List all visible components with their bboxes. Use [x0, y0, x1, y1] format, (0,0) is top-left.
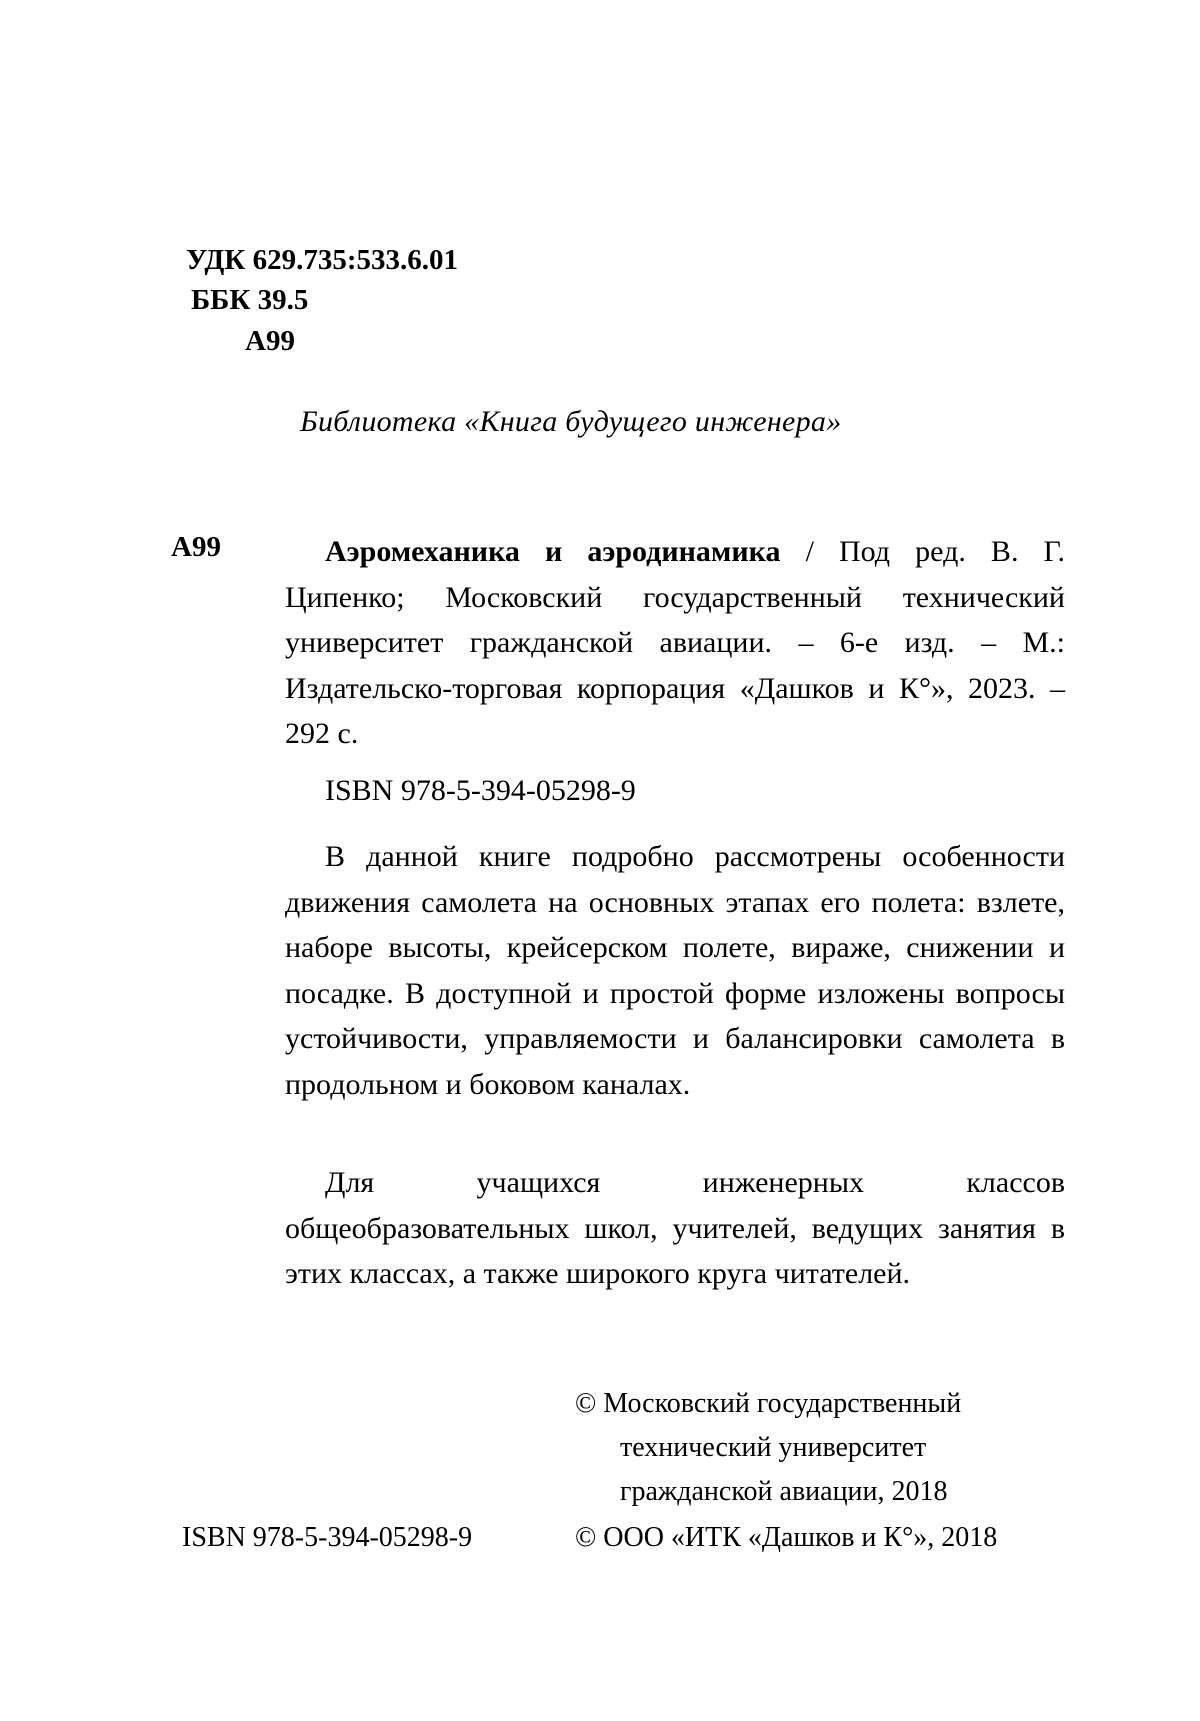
annotation: В данной книге подробно рассмотрены особенности движения самолета на основных этапах его полета: взлете, наборе высоты, крейсерском полете, вираже, снижении и посадке. В доступной и простой форме изложены вопросы устойчивости, управляемости и балансировки самолета в продольном и боковом каналах.	[285, 840, 1065, 1101]
copyright-university-line: гражданской авиации, 2018	[620, 1476, 948, 1507]
author-mark: А99	[245, 325, 295, 357]
series-title: Библиотека «Книга будущего инженера»	[300, 405, 842, 438]
footer-isbn: ISBN 978-5-394-05298-9	[182, 1522, 473, 1553]
copyright-university-line: технический университет	[620, 1432, 927, 1463]
audience-note: Для учащихся инженерных классов общеобразовательных школ, учителей, ведущих занятия в этих классах, а также широкого круга читателей.	[285, 1166, 1065, 1290]
udk-code: УДК 629.735:533.6.01	[186, 244, 458, 276]
bibliographic-description	[285, 529, 1065, 757]
copyright-university	[575, 1382, 961, 1514]
bbk-code: ББК 39.5	[191, 284, 309, 316]
entry-isbn: ISBN 978-5-394-05298-9	[325, 774, 636, 807]
book-details: / Под ред. В. Г. Ципенко; Московский государственный технический университет гражданской авиации. – 6-е изд. – М.: Издательско-торговая корпорация «Дашков и К°», 2023. – 292 с.	[285, 535, 1066, 750]
copyright-university-line: © Московский государственный	[575, 1388, 962, 1419]
entry-author-mark: А99	[171, 531, 221, 563]
copyright-publisher: © ООО «ИТК «Дашков и К°», 2018	[575, 1522, 998, 1553]
book-title: Аэромеханика и аэродинамика	[325, 535, 781, 568]
